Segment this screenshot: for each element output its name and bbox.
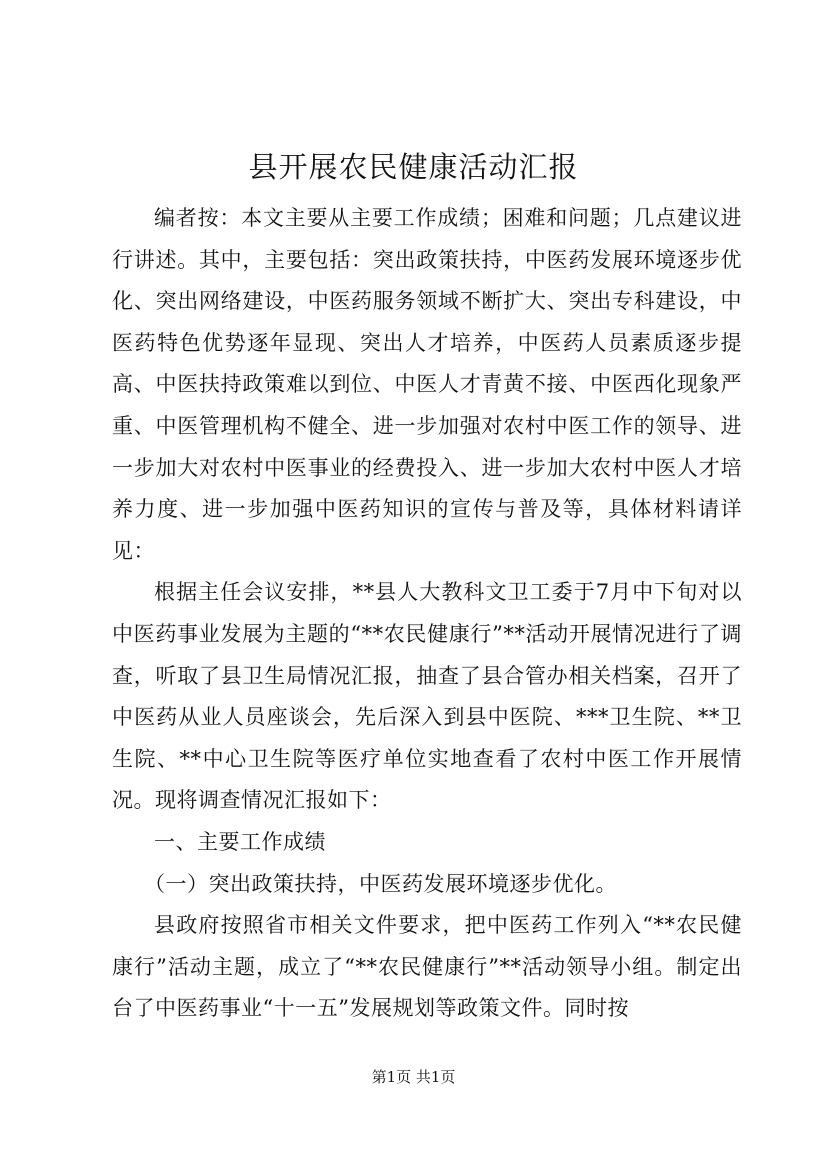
section-heading: 一、主要工作成绩	[154, 829, 326, 854]
body-paragraph: 县政府按照省市相关文件要求，把中医药工作列入“**农民健康行”活动主题，成立了“**农民健康行”**活动领导小组。制定出台了中医药事业“十一五”发展规划等政策文件。同时按	[112, 913, 742, 1021]
subsection-heading: （一）突出政策扶持，中医药发展环境逐步优化。	[144, 871, 617, 896]
editor-note-paragraph: 编者按：本文主要从主要工作成绩；困难和问题；几点建议进行讲述。其中，主要包括：突出政策扶持，中医药发展环境逐步优化、突出网络建设，中医药服务领域不断扩大、突出专科建设，中医药特色优势逐年显现、突出人才培养，中医药人员素质逐步提高、中医扶持政策难以到位、中医人才青黄不接、中医西化现象严重、中医管理机构不健全、进一步加强对农村中医工作的领导、进一步加大对农村中医事业的经费投入、进一步加大农村中医人才培养力度、进一步加强中医药知识的宣传与普及等，具体材料请详见：	[112, 206, 742, 563]
document-title: 县开展农民健康活动汇报	[248, 150, 579, 184]
intro-paragraph: 根据主任会议安排，**县人大教科文卫工委于7月中下旬对以中医药事业发展为主题的“**农民健康行”**活动开展情况进行了调查，听取了县卫生局情况汇报，抽查了县合管办相关档案，召开了中医药从业人员座谈会，先后深入到县中医院、***卫生院、**卫生院、**中心卫生院等医疗单位实地查看了农村中医工作开展情况。现将调查情况汇报如下：	[112, 580, 742, 813]
page-footer: 第1页 共1页	[371, 1068, 456, 1086]
document-body	[112, 198, 742, 1030]
